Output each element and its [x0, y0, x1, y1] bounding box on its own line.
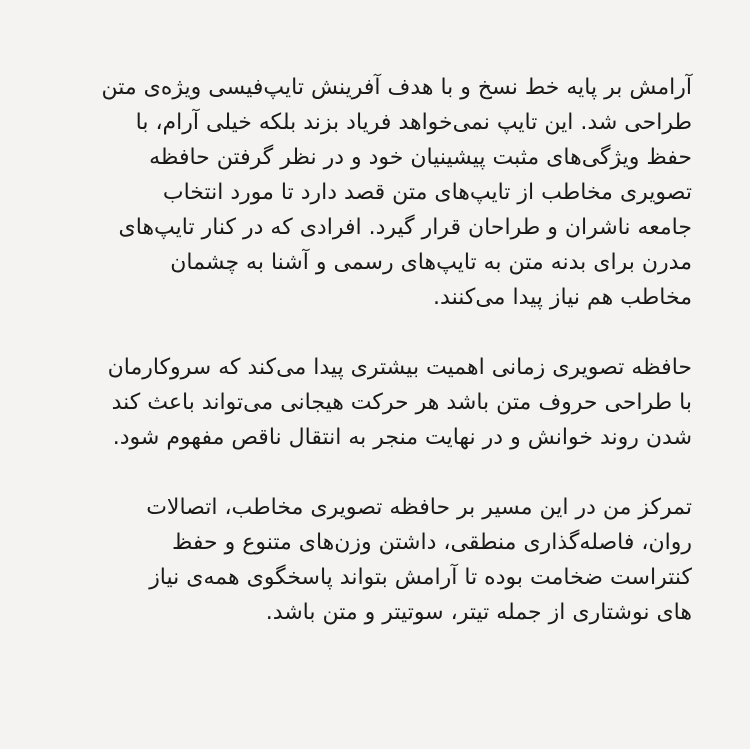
text-line: های نوشتاری از جمله تیتر، سوتیتر و متن باشد. — [265, 600, 692, 625]
text-line: تصویری مخاطب از تایپ‌های متن قصد دارد تا مورد انتخاب — [162, 180, 692, 205]
text-line: آرامش بر پایه خط نسخ و با هدف آفرینش تایپ‌فیسی ویژه‌ی متن — [101, 75, 692, 100]
text-line: روان، فاصله‌گذاری منطقی، داشتن وزن‌های متنوع و حفظ — [171, 530, 692, 555]
text-line: حفظ ویژگی‌های مثبت پیشینیان خود و در نظر گرفتن حافظه — [149, 145, 692, 170]
text-line: جامعه ناشران و طراحان قرار گیرد. افرادی که در کنار تایپ‌های — [118, 215, 692, 240]
text-line: با طراحی حروف متن باشد هر حرکت هیجانی می‌تواند باعث کند — [111, 390, 692, 415]
text-line: حافظه تصویری زمانی اهمیت بیشتری پیدا می‌کند که سروکارمان — [107, 355, 692, 380]
text-line: طراحی شد. این تایپ نمی‌خواهد فریاد بزند بلکه خیلی آرام، با — [135, 110, 692, 135]
paragraph-1 — [56, 70, 692, 315]
text-line: کنتراست ضخامت بوده تا آرامش بتواند پاسخگوی همه‌ی نیاز — [149, 565, 692, 590]
body-text — [56, 70, 692, 630]
text-line: مدرن برای بدنه متن به تایپ‌های رسمی و آشنا به چشمان — [170, 250, 692, 275]
text-line: تمرکز من در این مسیر بر حافظه تصویری مخاطب، اتصالات — [146, 495, 692, 520]
text-line: مخاطب هم نیاز پیدا می‌کنند. — [433, 285, 692, 310]
paragraph-2 — [56, 350, 692, 455]
text-line: شدن روند خوانش و در نهایت منجر به انتقال ناقص مفهوم شود. — [112, 425, 692, 450]
paragraph-3 — [56, 490, 692, 630]
